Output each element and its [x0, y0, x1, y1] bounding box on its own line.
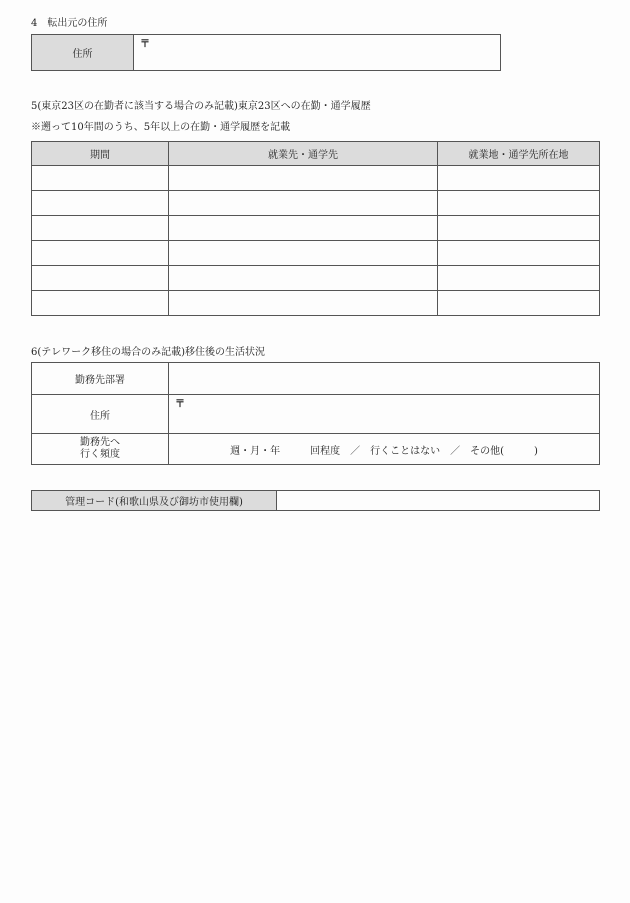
- admin-code-field[interactable]: [277, 491, 600, 511]
- workplace-cell[interactable]: [169, 166, 438, 191]
- period-cell[interactable]: [32, 191, 169, 216]
- postal-mark: 〒: [175, 399, 185, 410]
- location-cell[interactable]: [438, 216, 600, 241]
- period-cell[interactable]: [32, 166, 169, 191]
- workplace-cell[interactable]: [169, 216, 438, 241]
- location-cell[interactable]: [438, 166, 600, 191]
- address-label: 住所: [32, 395, 169, 434]
- address-field[interactable]: [169, 395, 600, 434]
- location-cell[interactable]: [438, 266, 600, 291]
- frequency-label-line2: 行く頻度: [80, 449, 120, 460]
- workplace-cell[interactable]: [169, 266, 438, 291]
- period-cell[interactable]: [32, 266, 169, 291]
- location-cell[interactable]: [438, 191, 600, 216]
- column-header-workplace: 就業先・通学先: [169, 142, 438, 166]
- location-cell[interactable]: [438, 241, 600, 266]
- column-header-period: 期間: [32, 142, 169, 166]
- section4-address-field[interactable]: [134, 35, 501, 71]
- table-row: [32, 291, 600, 316]
- column-header-location: 就業地・通学先所在地: [438, 142, 600, 166]
- table-row: [32, 166, 600, 191]
- postal-mark: 〒: [140, 39, 150, 50]
- period-cell[interactable]: [32, 291, 169, 316]
- workplace-cell[interactable]: [169, 291, 438, 316]
- section6-title: 6(テレワーク移住の場合のみ記載)移住後の生活状況: [31, 347, 265, 358]
- section4-address-label: 住所: [32, 35, 134, 71]
- section4-table: [31, 34, 501, 71]
- section4-title: 4 転出元の住所: [31, 18, 108, 29]
- frequency-label-line1: 勤務先へ: [80, 437, 120, 448]
- table-row: [32, 216, 600, 241]
- frequency-options[interactable]: 週・月・年 回程度 ／ 行くことはない ／ その他( ): [169, 434, 600, 465]
- section5-note: ※遡って10年間のうち、5年以上の在勤・通学履歴を記載: [31, 122, 291, 133]
- table-row: [32, 241, 600, 266]
- table-row: [32, 191, 600, 216]
- period-cell[interactable]: [32, 216, 169, 241]
- period-cell[interactable]: [32, 241, 169, 266]
- location-cell[interactable]: [438, 291, 600, 316]
- workplace-cell[interactable]: [169, 191, 438, 216]
- section5-title: 5(東京23区の在勤者に該当する場合のみ記載)東京23区への在勤・通学履歴: [31, 101, 371, 112]
- dept-label: 勤務先部署: [32, 363, 169, 395]
- section6-table: [31, 362, 600, 465]
- dept-field[interactable]: [169, 363, 600, 395]
- admin-code-label: 管理コード(和歌山県及び御坊市使用欄): [32, 491, 277, 511]
- section5-table: [31, 141, 600, 316]
- frequency-label: [32, 434, 169, 465]
- workplace-cell[interactable]: [169, 241, 438, 266]
- admin-table: [31, 490, 600, 511]
- table-row: [32, 266, 600, 291]
